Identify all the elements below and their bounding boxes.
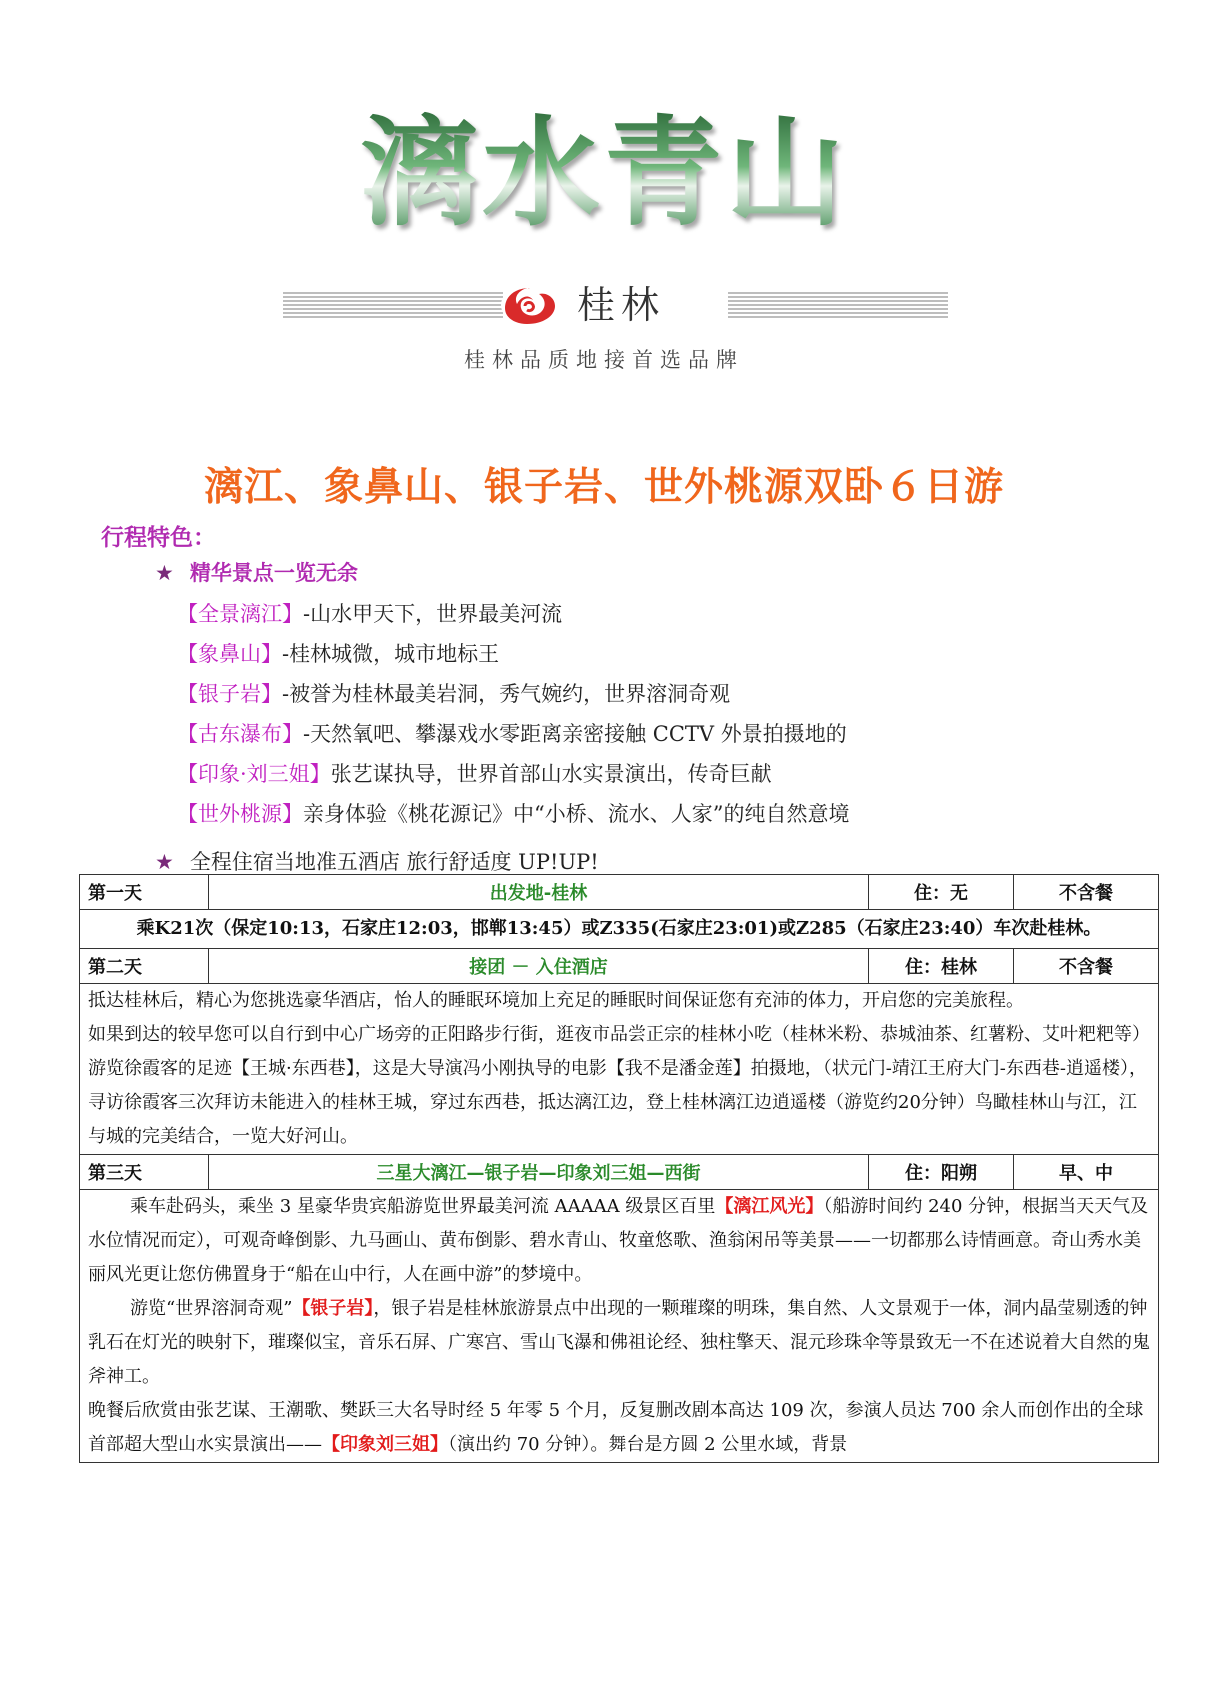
detail-paragraph: 抵达桂林后，精心为您挑选豪华酒店，怡人的睡眠环境加上充足的睡眠时间保证您有充沛的体力，开启您的完美旅程。 [88, 990, 1024, 1011]
detail-paragraph: 如果到达的较早您可以自行到中心广场旁的正阳路步行街，逛夜市品尝正宗的桂林小吃（桂林米粉、恭城油茶、红薯粉、艾叶粑粑等） [88, 1024, 1150, 1045]
brand-row [283, 282, 948, 328]
highlight-item [177, 638, 499, 668]
detail-text: （演出约 70 分钟）。舞台是方圆 2 公里水域，背景 [448, 1434, 848, 1455]
detail-paragraph: 游览徐霞客的足迹【王城·东西巷】，这是大导演冯小刚执导的电影【我不是潘金莲】拍摄地，（状元门-靖江王府大门-东西巷-逍遥楼），寻访徐霞客三次拜访未能进入的桂林王城，穿过东西巷，抵达漓江边，登上桂林漓江边逍遥楼（游览约20分钟）鸟瞰桂林山与江，江与城的完美结合，一览大好河山。 [88, 1058, 1147, 1147]
highlight-tag-red: 【漓江风光】 [715, 1196, 824, 1217]
highlight-item [177, 678, 730, 708]
divider-stripes-left [283, 292, 503, 318]
highlight-item [177, 598, 562, 628]
highlight-text: 亲身体验《桃花源记》中“小桥、流水、人家”的纯自然意境 [303, 802, 850, 826]
detail-paragraph [88, 1394, 1150, 1462]
star-icon: ★ [155, 850, 174, 874]
highlight-tag: 【银子岩】 [177, 682, 282, 706]
day-stay: 住：无 [869, 875, 1014, 910]
highlight-item [177, 798, 849, 828]
detail-paragraph [88, 1190, 1150, 1292]
day-meal: 早、中 [1014, 1155, 1159, 1190]
day-route: 三星大漓江—银子岩—印象刘三姐—西街 [209, 1155, 869, 1190]
highlight-text: -被誉为桂林最美岩洞，秀气婉约，世界溶洞奇观 [282, 682, 731, 706]
day-route: 出发地-桂林 [209, 875, 869, 910]
divider-stripes-right [728, 292, 948, 318]
day-header-row [80, 1155, 1159, 1190]
day-detail-row [80, 1190, 1159, 1463]
highlight-tag: 【象鼻山】 [177, 642, 282, 666]
highlight-tag-red: 【印象刘三姐】 [322, 1434, 448, 1455]
logo [0, 104, 1208, 242]
feature-star-line-2 [155, 846, 599, 876]
day-label: 第一天 [80, 875, 209, 910]
detail-text: ，银子岩是桂林旅游景点中出现的一颗璀璨的明珠，集自然、人文景观于一体，洞内晶莹剔透的钟乳石在灯光的映射下，璀璨似宝，音乐石屏、广寒宫、雪山飞瀑和佛祖论经、独柱擎天、混元珍珠伞等景致无一不在述说着大自然的鬼斧神工。 [88, 1298, 1150, 1387]
highlight-item [177, 758, 772, 788]
detail-text: 晚餐后欣赏由张艺谋、王潮歌、樊跃三大名导时经 5 年零 5 个月，反复删改剧本高达 109 次，参演人员达 700 余人而创作出的全球首部超大型山水实景演出—— [88, 1400, 1144, 1455]
highlight-tag: 【古东瀑布】 [177, 722, 303, 746]
day-label: 第三天 [80, 1155, 209, 1190]
highlight-tag: 【全景漓江】 [177, 602, 303, 626]
highlight-text: 张艺谋执导，世界首部山水实景演出，传奇巨献 [330, 762, 772, 786]
detail-paragraph [88, 1292, 1150, 1394]
day-stay: 住：桂林 [869, 949, 1014, 984]
highlight-tag: 【印象·刘三姐】 [177, 762, 331, 786]
day-detail-row [80, 910, 1159, 949]
day-detail: 乘K21次（保定10:13，石家庄12:03，邯郸13:45）或Z335(石家庄23:01)或Z285（石家庄23:40）车次赴桂林。 [80, 910, 1159, 949]
day-detail [80, 984, 1159, 1155]
day-detail-row [80, 984, 1159, 1155]
highlight-tag-red: 【银子岩】 [292, 1298, 374, 1319]
feature-star-text-2: 全程住宿当地准五酒店 旅行舒适度 UP!UP! [189, 850, 599, 874]
day-route: 接团 － 入住酒店 [209, 949, 869, 984]
highlight-text: -天然氧吧、攀瀑戏水零距离亲密接触 CCTV 外景拍摄地的 [303, 722, 847, 746]
brand-name: 桂林 [571, 282, 671, 328]
detail-text: 乘车赴码头，乘坐 3 星豪华贵宾船游览世界最美河流 AAAAA 级景区百里 [130, 1196, 716, 1217]
star-icon: ★ [155, 561, 174, 585]
page-title: 漓江、象鼻山、银子岩、世外桃源双卧６日游 [203, 465, 1004, 510]
day-label: 第二天 [80, 949, 209, 984]
highlight-item [177, 718, 847, 748]
detail-text: 游览“世界溶洞奇观” [130, 1298, 293, 1319]
day-meal: 不含餐 [1014, 949, 1159, 984]
features-heading: 行程特色： [101, 525, 216, 551]
cloud-emblem-icon [499, 282, 561, 328]
detail-text: （船游时间约 240 分钟，根据当天天气及水位情况而定），可观奇峰倒影、九马画山、黄布倒影、碧水青山、牧童悠歌、渔翁闲吊等美景——一切都那么诗情画意。奇山秀水美丽风光更让您仿佛置身于“船在山中行，人在画中游”的梦境中。 [88, 1196, 1149, 1285]
feature-star-text-1: 精华景点一览无余 [189, 561, 358, 585]
day-detail [80, 1190, 1159, 1463]
day-header-row [80, 875, 1159, 910]
itinerary-table [79, 874, 1159, 1463]
feature-star-line-1 [155, 557, 358, 587]
slogan: 桂林品质地接首选品牌 [464, 348, 744, 372]
day-meal: 不含餐 [1014, 875, 1159, 910]
day-stay: 住：阳朔 [869, 1155, 1014, 1190]
highlight-tag: 【世外桃源】 [177, 802, 303, 826]
highlight-text: -桂林城微，城市地标王 [282, 642, 500, 666]
day-header-row [80, 949, 1159, 984]
logo-title: 漓水青山 [0, 108, 1208, 238]
highlight-text: -山水甲天下，世界最美河流 [303, 602, 563, 626]
